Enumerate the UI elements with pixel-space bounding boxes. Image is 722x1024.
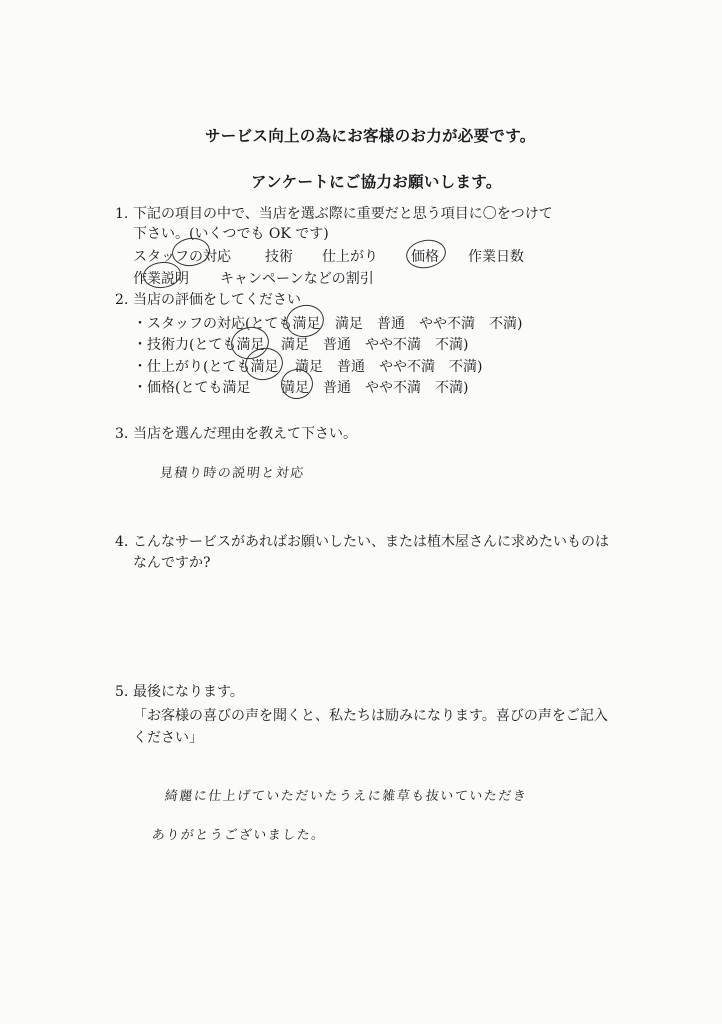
q1-option-workdays[interactable]: 作業日数: [468, 249, 524, 265]
q3-number: 3.: [115, 426, 129, 442]
q2-text: 当店の評価をしてください: [133, 292, 301, 308]
q4-text-line1: こんなサービスがあればお願いしたい、または植木屋さんに求めたいものは: [133, 534, 609, 550]
q1-option-skill[interactable]: 技術: [265, 249, 293, 265]
q4-text-line2: なんですか?: [133, 555, 211, 571]
q2-row-finish-label[interactable]: ・仕上がり(とても満足: [133, 359, 279, 375]
q1-number: 1.: [115, 206, 129, 222]
q1-text-line2: 下さい。(いくつでも OK です): [133, 226, 329, 242]
q5-quote-line2: ください」: [133, 730, 203, 746]
q1-option-price[interactable]: 価格: [411, 249, 439, 265]
q1-option-staff[interactable]: スタッフの対応: [133, 249, 231, 265]
q3-text: 当店を選んだ理由を教えて下さい。: [133, 426, 357, 442]
q2-row-skill-rest[interactable]: 満足 普通 やや不満 不満): [281, 337, 469, 353]
q5-quote-line1: 「お客様の喜びの声を聞くと、私たちは励みになります。喜びの声をご記入: [133, 708, 608, 724]
q1-option-explanation[interactable]: 作業説明: [133, 271, 189, 287]
q2-row-finish-rest[interactable]: 満足 普通 やや不満 不満): [295, 359, 483, 375]
q2-row-staff-rest[interactable]: 満足 普通 やや不満 不満): [335, 316, 523, 332]
q2-row-price-rest[interactable]: 満足 普通 やや不満 不満): [281, 380, 469, 396]
q1-option-campaign[interactable]: キャンペーンなどの割引: [220, 271, 374, 287]
q1-text-line1: 下記の項目の中で、当店を選ぶ際に重要だと思う項目に〇をつけて: [133, 206, 553, 222]
survey-title-line2: アンケートにご協力お願いします。: [251, 173, 502, 191]
q2-row-staff-label[interactable]: ・スタッフの対応(とても満足: [133, 316, 321, 332]
q3-handwritten-answer: 見積り時の説明と対応: [159, 466, 306, 481]
q2-number: 2.: [115, 292, 129, 308]
q5-handwritten-answer-line1: 綺麗に仕上げていただいたうえに雑草も抜いていただき: [164, 789, 529, 804]
q2-row-skill-label[interactable]: ・技術力(とても満足: [133, 337, 265, 353]
q4-number: 4.: [115, 534, 129, 550]
q1-circle-price: [404, 237, 448, 272]
q2-row-price-label[interactable]: ・価格(とても満足: [133, 380, 251, 396]
q5-text: 最後になります。: [133, 684, 244, 700]
survey-title-line1: サービス向上の為にお客様のお力が必要です。: [205, 127, 536, 145]
q1-option-finish[interactable]: 仕上がり: [322, 249, 378, 265]
q5-handwritten-answer-line2: ありがとうございました。: [151, 828, 327, 843]
q5-number: 5.: [115, 684, 129, 700]
